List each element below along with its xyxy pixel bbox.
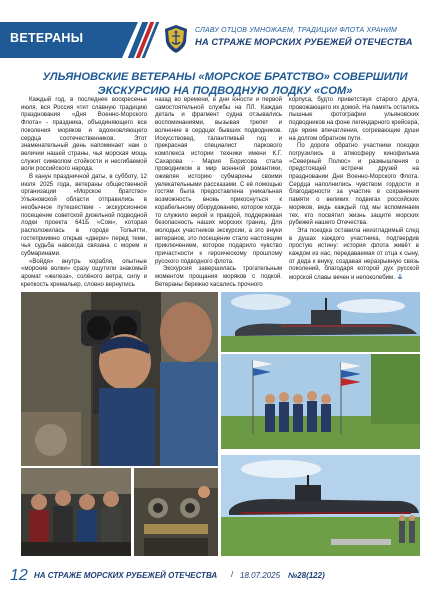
issue-number: №28(122) <box>288 571 325 580</box>
photo-boy-at-periscope <box>21 292 218 466</box>
footer-separator: / <box>231 570 234 579</box>
article-column-1 <box>21 97 147 290</box>
article-column-2 <box>155 97 282 290</box>
photo-icon <box>221 292 420 352</box>
photo-veterans-on-deck <box>21 468 131 556</box>
photo-submarine-exterior <box>221 292 420 352</box>
paragraph-text: Эта поездка оставила неизгладимый след в душах каждого участника, подтвердив простую истину: история флота живёт в каждом из нас, передаваемая от отца к сыну, от деда к внуку, создавая неразрывную связь поколений, благодаря которой дух русской морской славы вечен и непоколебим. <box>289 227 419 282</box>
paragraph <box>289 228 419 283</box>
photo-icon <box>221 354 420 449</box>
photo-icon <box>21 468 131 556</box>
paragraph: «Войдя» внутрь корабля, опытные «морские волки» сразу ощутили знакомый аромат «железа», солёного ветра, силу и крепкость кремальер, словно вернулись <box>21 258 147 288</box>
section-tab <box>0 22 122 58</box>
footer-paper-title: НА СТРАЖЕ МОРСКИХ РУБЕЖЕЙ ОТЕЧЕСТВА <box>34 571 218 580</box>
navy-emblem-icon <box>163 24 189 54</box>
photo-icon <box>134 468 218 556</box>
paragraph: назад во времени, в дни юности и первой самостоятельной службы на ПЛ. Каждая деталь и фрагмент судна отзывались воспоминаниями, вызывая трепет и волнение в сердцах бывших подводников. Искусствовед, талантливый гид и прекрасная специалист паркового комплекса истории техники имени К.Г. Сахарова - Мария Борисова стала проводником в мир военной романтики, оживляя историю субмарины своими увлекательными рассказами. С её помощью гостям была предоставлена уникальная возможность вновь прикоснуться к корабельному оборудованию, которое когда-то служило верой и правдой, поддерживая безопасность наших морских границ. Для молодых участников экскурсии, а это внуки ветеранов, это посещение стало настоящим приключением, которое подарило чувство причастности к героическому прошлому русского подводного флота. <box>155 97 282 265</box>
paragraph: В канун праздничной даты, в субботу, 12 июля 2025 года, ветераны общественной организации «Морское братство» Ульяновской области отправились в необычное путешествие - экскурсионное посещение советской дизельной подводной лодки проекта 641Б «Сом», которая расположилась в городе Тольятти, гостеприимно открыв «двери» перед теми, чья судьба навсегда связана с морем и субмаринами. <box>21 174 147 258</box>
paragraph: Экскурсия завершилась трогательным моментом прощания моряков с лодкой. Ветераны бережно касались прочного <box>155 266 282 288</box>
photo-icon <box>21 292 218 466</box>
paragraph: корпуса, будто приветствуя старого друга, провожающего их домой. На память остались пышные фотографии ульяновских подводников на фоне легендарного крейсера, где яркие впечатления, согревающие души на долгом обратном пути. <box>289 97 420 142</box>
header-paper-title: НА СТРАЖЕ МОРСКИХ РУБЕЖЕЙ ОТЕЧЕСТВА <box>195 37 413 48</box>
page-number: 12 <box>10 567 28 584</box>
photo-submarine-hull <box>221 455 420 556</box>
article-title <box>30 70 420 98</box>
paragraph: Каждый год, в последнее воскресенье июля, вся Россия чтит славную традицию празднования «Дня Военно-Морского Флота» - праздника, объединяющего все поколения моряков и вдохновляющего сердца соотечественников. Этот знаменательный день напоминает нам о величии нашей страны, чья морская мощь служит символом стойкости и несгибаемой воли российского народа. <box>21 97 147 173</box>
header-motto: СЛАВУ ОТЦОВ УМНОЖАЕМ, ТРАДИЦИИ ФЛОТА ХРАНИМ <box>195 27 398 34</box>
end-of-article-icon <box>397 274 403 280</box>
issue-date: 18.07.2025 <box>240 571 281 580</box>
section-label: ВЕТЕРАНЫ <box>10 31 84 45</box>
photo-veterans-group-flags <box>221 354 420 449</box>
paragraph: По дороге обратно участники поездки погрузились в атмосферу кинофильма «Северный Полюс» и размышления о предстоящей встрече друзей на праздновании Дня Военно-Морского Флота. Сердца наполнились чувством гордости и благодарности за участие в сохранении памяти о великих подвигах российских моряков, ведь каждый год мы вспоминаем тех, кто посвятил жизнь защите морских рубежей нашего Отечества. <box>289 143 419 227</box>
photo-icon <box>221 455 420 556</box>
article-column-3 <box>289 97 419 283</box>
article-title-line-2: ЭКСКУРСИЮ НА ПОДВОДНУЮ ЛОДКУ «СОМ» <box>97 85 353 97</box>
article-title-line-1: УЛЬЯНОВСКИЕ ВЕТЕРАНЫ «МОРСКОЕ БРАТСТВО» СОВЕРШИЛИ <box>42 71 408 83</box>
page-header <box>0 22 439 58</box>
page-footer <box>0 564 439 588</box>
photo-torpedo-compartment <box>134 468 218 556</box>
